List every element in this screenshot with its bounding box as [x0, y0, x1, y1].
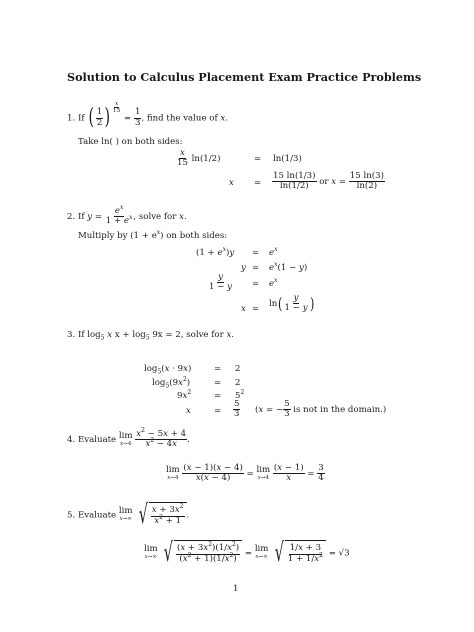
page-number: 1: [233, 584, 239, 594]
problem-1-line-2: $\frac{15 \ln(1/3)}{\ln(1/2)}$ or x = $\frac{15 \ln(3)}{\ln(2)}$: [273, 171, 384, 192]
page-title: Solution to Calculus Placement Exam Practice Problems: [67, 70, 422, 84]
problem-3-domain-note: (x = − $\frac{5}{3}$ is not in the domain.): [255, 399, 387, 420]
problem-5-statement: 5. Evaluate lim x→∞ √ $\frac{x + 3x^2}{x^2 + 1}$ .: [67, 500, 190, 530]
problem-2-step: Multiply by $(1 + e^x)$ on both sides:: [78, 229, 228, 241]
problem-2-statement: 2. If y = $\frac{e^x}{1 + e^x}$ , solve for x.: [67, 204, 187, 227]
problem-1-step: Take ln( ) on both sides:: [78, 137, 183, 147]
problem-1-suffix: , find the value of: [141, 113, 218, 124]
problem-3-statement: 3. If $\log_5 x$ $x + \log_5 9x = 2$, solve for x.: [67, 330, 235, 342]
problem-4-solution: lim x→4 $\frac{(x - 1)(x - 4)}{x(x - 4)}$ = lim x→4 $\frac{(x - 1)}{x}$ = $\frac{3}{4}$: [166, 463, 324, 484]
document-page: Solution to Calculus Placement Exam Practice Problems 1. If ( $\frac{1}{2}$ ) $^{\frac{x}{15}}$ = $\frac{1}{3}$ , find the value of x. Take ln( ) on both sides: $\frac{x}{15}$ ln(1/2) = ln(1/3) x = $\frac{15 \ln(1/3)}{\ln(1/2)}$ or x = $\frac{15 \ln(3)}{\ln(2)}$ 2. If y = $\frac{e^x}{1 + e^x}$ , solve for x. Multiply by $(1 + e^x)$ on both sides: $(1 + e^x)y$ = $e^x$ y = $e^x(1 - y)$ $\frac{y}{1 - y}$ = $e^x$ x = ln( $\frac{y}{1 - y}$ ) 3. If $\log_5 x$ $x + \log_5 9x = 2$, solve for x. $\log_5(x \cdot 9x)$ = 2 $\log_5(9x^2)$ = 2 $9x^2$ = $5^2$ x = $\frac{5}{3}$ (x = − $\frac{5}{3}$ is not in the domain.) 4. Evaluate lim x→4 $\frac{x^2 - 5x + 4}{x^2 - 4x}$ . lim x→4 $\frac{(x - 1)(x - 4)}{x(x - 4)}$ = lim x→4 $\frac{(x - 1)}{x}$ = $\frac{3}{4}$ 5. Evaluate lim x→∞ √ $\frac{x + 3x^2}{x^2 + 1}$ . lim x→∞ √ $\frac{(x + 3x^2)(1/x^2)}{(x^2 + 1)(1/x^2)}$ = lim x→∞ √ $\frac{1/x + 3}{1 + 1/x^2}$ = √3 1: [67, 70, 422, 594]
problem-5-solution: lim x→∞ √ $\frac{(x + 3x^2)(1/x^2)}{(x^2 + 1)(1/x^2)}$ = lim x→∞ √ $\frac{1/x + 3}{1 + 1/x^2}$ = √3: [144, 538, 350, 568]
problem-1-number: 1.: [67, 113, 76, 124]
problem-4-statement: 4. Evaluate lim x→4 $\frac{x^2 - 5x + 4}{x^2 - 4x}$ .: [67, 427, 190, 450]
problem-1-statement: 1. If ( $\frac{1}{2}$ ) $^{\frac{x}{15}}$ = $\frac{1}{3}$ , find the value of x.: [67, 100, 228, 130]
problem-1-if: If: [77, 113, 85, 124]
problem-1-line-1: $\frac{x}{15}$ ln(1/2): [177, 148, 221, 169]
